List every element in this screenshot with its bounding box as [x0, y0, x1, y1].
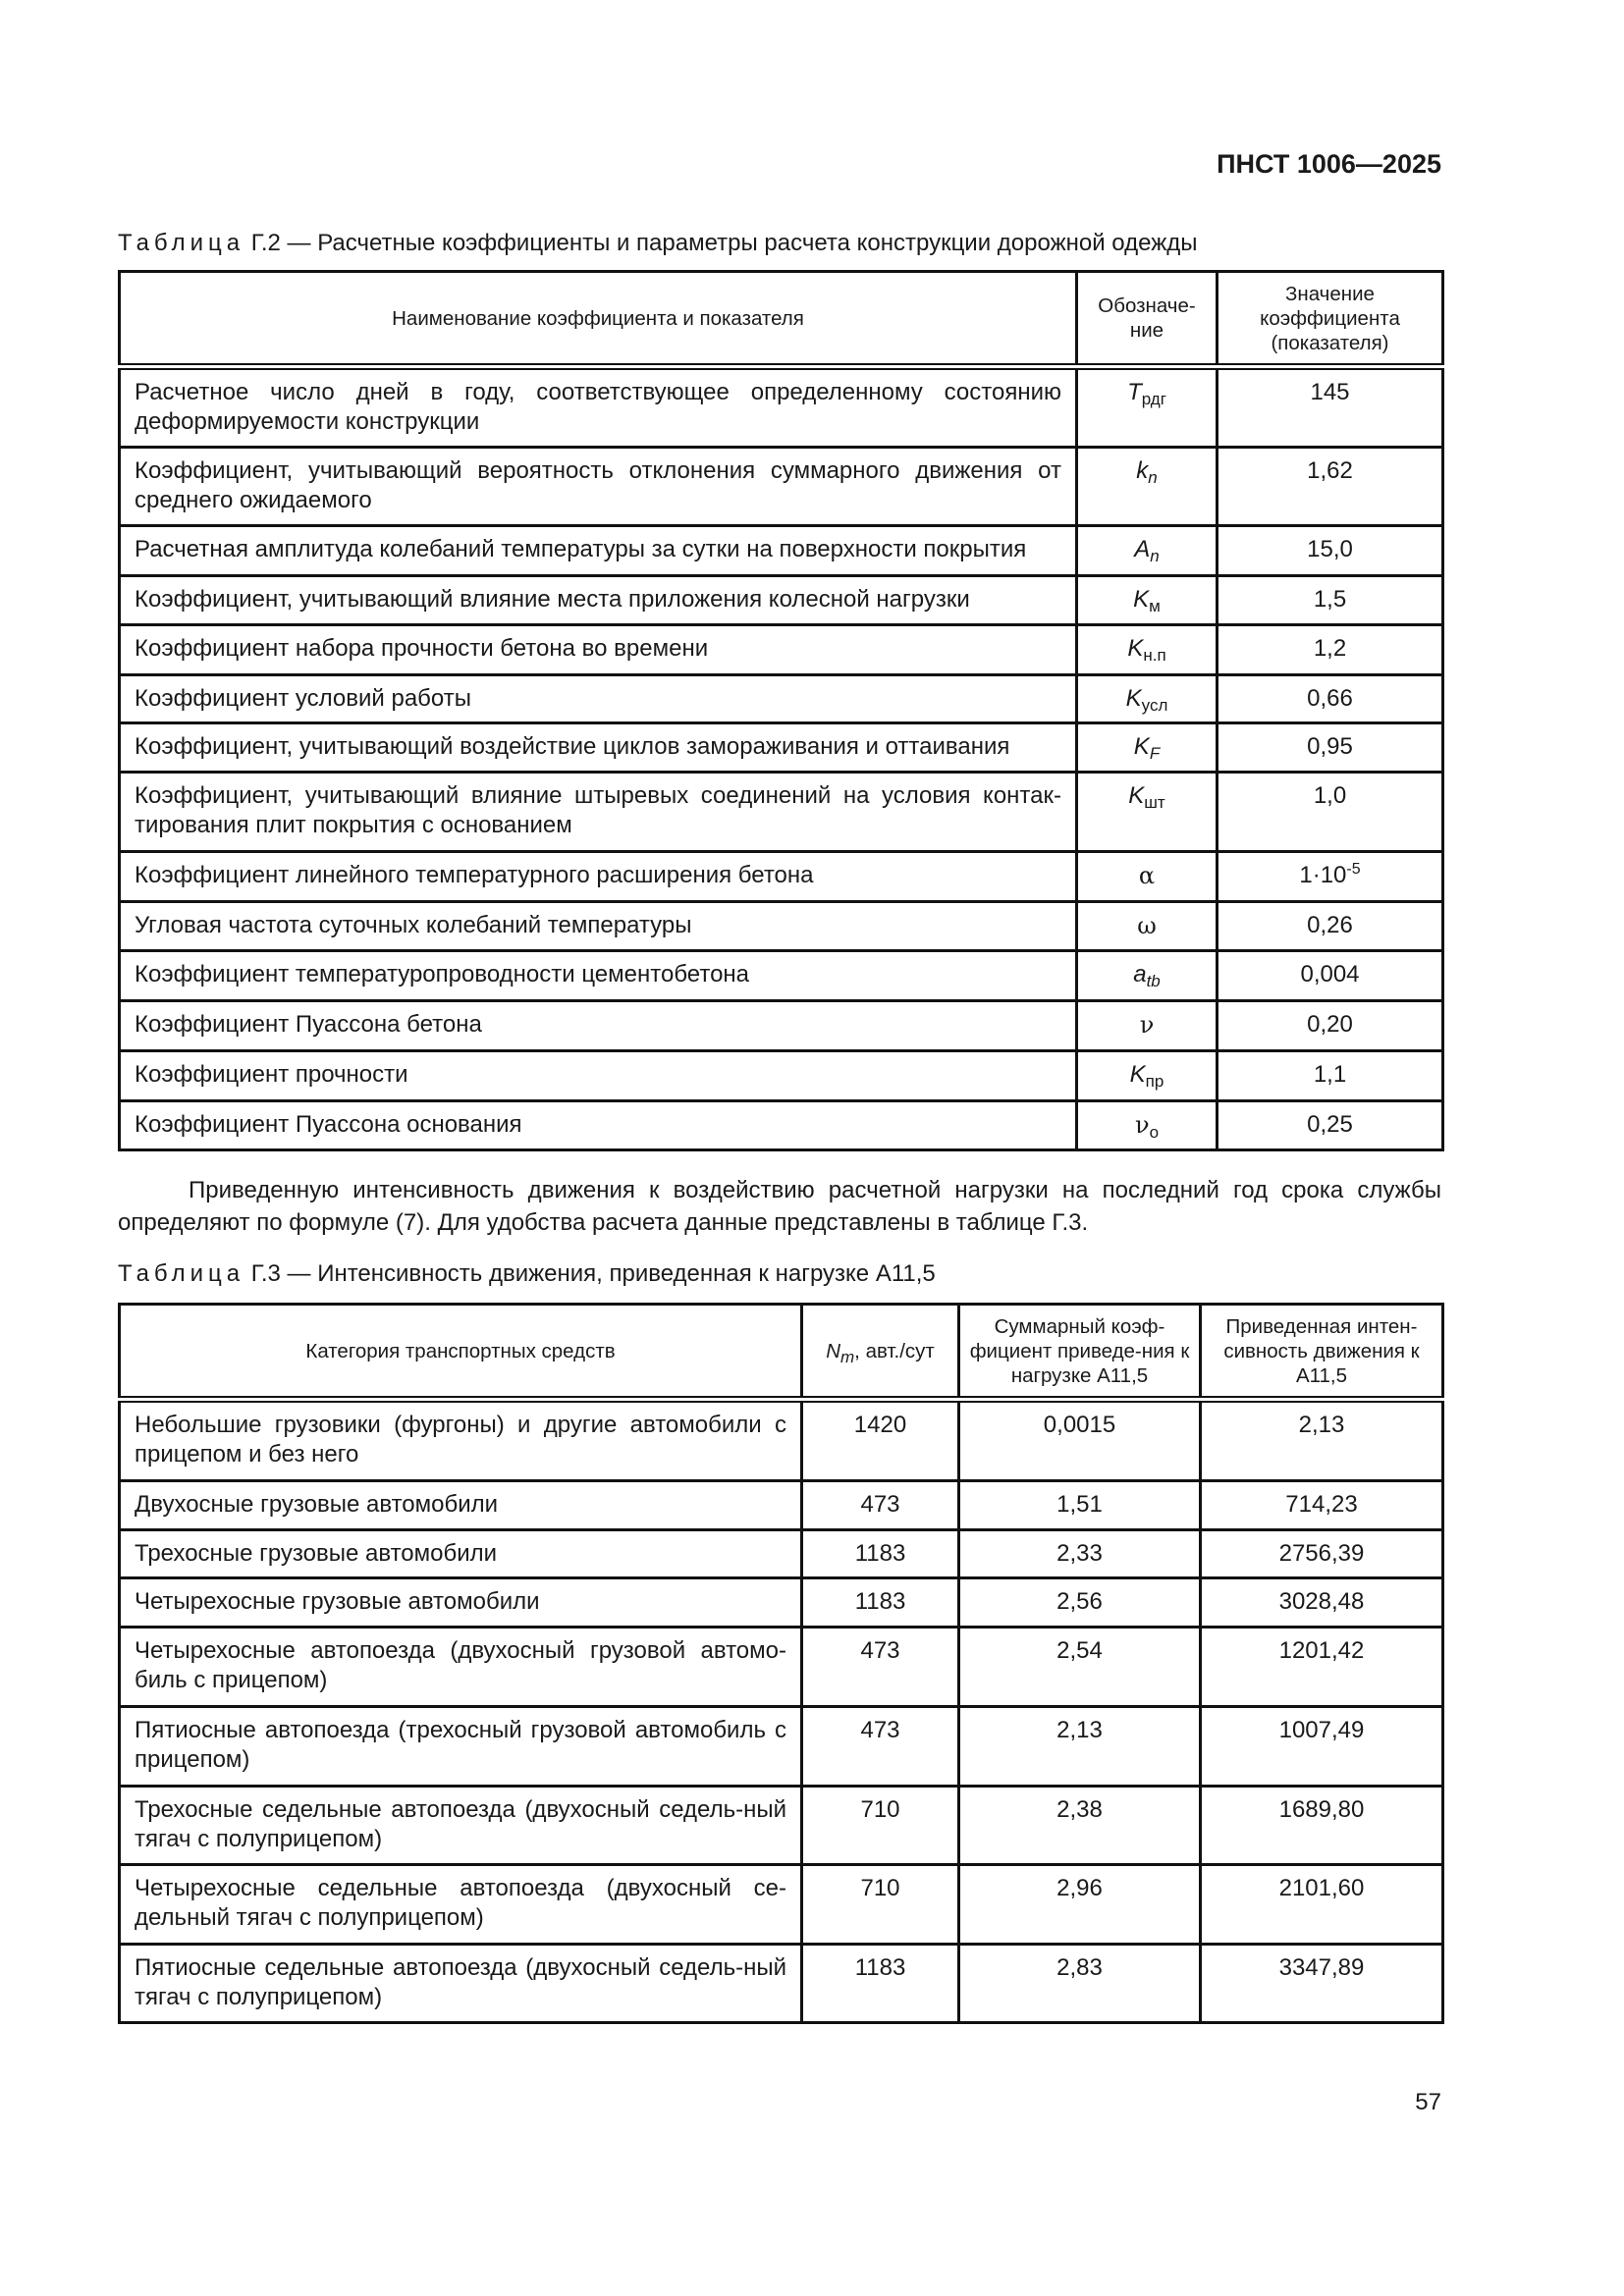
coefficient-symbol [1077, 1051, 1218, 1101]
reduction-coefficient: 2,54 [959, 1628, 1201, 1707]
reduced-intensity: 1007,49 [1201, 1707, 1443, 1787]
coefficient-value [1218, 773, 1443, 852]
coefficient-symbol [1077, 675, 1218, 723]
daily-count: 1183 [802, 1578, 959, 1628]
symbol-base: K [1133, 586, 1150, 613]
column-header-text: , авт./сут [854, 1339, 935, 1362]
coefficient-name: Коэффициент набора прочности бетона во времени [120, 625, 1077, 675]
coefficient-value [1218, 1101, 1443, 1150]
coefficient-value [1218, 723, 1443, 773]
table-row [120, 723, 1443, 773]
table-row [120, 852, 1443, 902]
reduction-coefficient: 2,33 [959, 1530, 1201, 1578]
coefficient-name: Коэффициент прочности [120, 1051, 1077, 1101]
symbol-subscript: о [1149, 1123, 1160, 1142]
coefficient-symbol [1077, 448, 1218, 526]
symbol-base: ν [1134, 1111, 1150, 1139]
coefficient-name: Расчетная амплитуда колебаний температуры за сутки на поверхности покрытия [120, 526, 1077, 576]
coefficient-value [1218, 576, 1443, 625]
table-row [120, 1578, 1443, 1628]
symbol-subscript: tb [1146, 972, 1161, 990]
symbol-subscript: n [1150, 547, 1160, 565]
daily-count: 1183 [802, 1945, 959, 2023]
coefficient-name: Коэффициент Пуассона основания [120, 1101, 1077, 1150]
table-g3-caption [118, 1260, 936, 1288]
symbol-base: T [1127, 379, 1142, 405]
caption-prefix: Таблица [118, 1260, 245, 1287]
symbol-base: a [1133, 961, 1147, 988]
value-text: 1,2 [1313, 635, 1347, 662]
value-text: 0,26 [1307, 912, 1353, 938]
coefficient-value [1218, 367, 1443, 448]
coefficient-name: Коэффициент, учитывающий влияние места приложения колесной нагрузки [120, 576, 1077, 625]
coefficient-symbol [1077, 951, 1218, 1001]
vehicle-category: Пятиосные автопоезда (трехосный грузовой автомобиль с прицепом) [120, 1707, 802, 1787]
symbol-base: K [1125, 685, 1142, 712]
coefficient-symbol [1077, 1101, 1218, 1150]
table-row [120, 625, 1443, 675]
document-id: ПНСТ 1006—2025 [1217, 149, 1441, 179]
coefficient-value [1218, 902, 1443, 951]
column-header [1201, 1305, 1443, 1400]
reduced-intensity: 3028,48 [1201, 1578, 1443, 1628]
value-text: 0,20 [1307, 1011, 1353, 1038]
table-row [120, 675, 1443, 723]
table-row [120, 448, 1443, 526]
reduction-coefficient: 2,56 [959, 1578, 1201, 1628]
value-text: 0,25 [1307, 1111, 1353, 1138]
column-header [959, 1305, 1201, 1400]
table-row [120, 576, 1443, 625]
coefficient-value [1218, 675, 1443, 723]
column-header [120, 1305, 802, 1400]
table-header-row [120, 1305, 1443, 1400]
caption-prefix: Таблица [118, 230, 245, 256]
symbol-base: K [1127, 635, 1144, 662]
reduced-intensity: 2756,39 [1201, 1530, 1443, 1578]
vehicle-category: Четырехосные грузовые автомобили [120, 1578, 802, 1628]
symbol-base: K [1128, 782, 1145, 809]
coefficient-value [1218, 1001, 1443, 1051]
coefficient-name: Расчетное число дней в году, соответствующее определенному состоянию деформируемости конструкции [120, 367, 1077, 448]
reduction-coefficient: 2,83 [959, 1945, 1201, 2023]
symbol-base: K [1133, 733, 1150, 760]
vehicle-category: Пятиосные седельные автопоезда (двухосный седель-ный тягач с полуприцепом) [120, 1945, 802, 2023]
reduction-coefficient: 0,0015 [959, 1400, 1201, 1481]
reduced-intensity: 3347,89 [1201, 1945, 1443, 2023]
reduced-intensity: 1689,80 [1201, 1787, 1443, 1865]
coefficient-symbol [1077, 1001, 1218, 1051]
daily-count: 1183 [802, 1530, 959, 1578]
table-row [120, 1051, 1443, 1101]
symbol-subscript: н.п [1143, 646, 1166, 665]
vehicle-category: Четырехосные автопоезда (двухосный грузовой автомо-биль с прицепом) [120, 1628, 802, 1707]
reduction-coefficient: 2,96 [959, 1865, 1201, 1945]
vehicle-category: Двухосные грузовые автомобили [120, 1481, 802, 1530]
table-row [120, 1530, 1443, 1578]
vehicle-category: Трехосные грузовые автомобили [120, 1530, 802, 1578]
value-text: 1,62 [1307, 457, 1353, 484]
reduction-coefficient: 1,51 [959, 1481, 1201, 1530]
table-row [120, 1628, 1443, 1707]
reduced-intensity: 2101,60 [1201, 1865, 1443, 1945]
coefficient-name: Коэффициент, учитывающий вероятность отклонения суммарного движения от среднего ожидаемого [120, 448, 1077, 526]
reduced-intensity: 1201,42 [1201, 1628, 1443, 1707]
symbol-subscript: n [1148, 468, 1158, 487]
value-exponent: -5 [1346, 861, 1361, 878]
daily-count: 1420 [802, 1400, 959, 1481]
value-text: 1,1 [1313, 1061, 1347, 1088]
vehicle-category: Четырехосные седельные автопоезда (двухосный се-дельный тягач с полуприцепом) [120, 1865, 802, 1945]
table-row [120, 1865, 1443, 1945]
coefficient-symbol [1077, 852, 1218, 902]
table-header-row [120, 272, 1443, 367]
value-text: 145 [1310, 379, 1350, 405]
reduction-coefficient: 2,13 [959, 1707, 1201, 1787]
coefficient-name: Коэффициент, учитывающий воздействие циклов замораживания и оттаивания [120, 723, 1077, 773]
coefficient-name: Коэффициент температуропроводности цементобетона [120, 951, 1077, 1001]
symbol-subscript: F [1149, 744, 1161, 763]
reduced-intensity: 714,23 [1201, 1481, 1443, 1530]
column-header-text: Приведенная интен-сивность движения к А11,5 [1223, 1314, 1420, 1387]
table-row [120, 1945, 1443, 2023]
symbol-base: K [1129, 1061, 1146, 1088]
table-g2-caption [118, 230, 1198, 257]
value-text: 1,5 [1313, 586, 1347, 613]
traffic-intensity-table [118, 1303, 1444, 2024]
coefficients-table [118, 270, 1444, 1151]
coefficient-symbol [1077, 625, 1218, 675]
column-header: Наименование коэффициента и показателя [120, 272, 1077, 367]
value-text: 1·10 [1299, 862, 1347, 888]
table-row [120, 1400, 1443, 1481]
page-number: 57 [1415, 2089, 1441, 2115]
table-row [120, 902, 1443, 951]
daily-count: 710 [802, 1787, 959, 1865]
daily-count: 473 [802, 1707, 959, 1787]
vehicle-category: Небольшие грузовики (фургоны) и другие автомобили с прицепом и без него [120, 1400, 802, 1481]
table-row [120, 526, 1443, 576]
symbol-subscript: пр [1145, 1072, 1164, 1091]
table-row [120, 1001, 1443, 1051]
coefficient-value [1218, 526, 1443, 576]
column-header: Значение коэффициента (показателя) [1218, 272, 1443, 367]
coefficient-value [1218, 448, 1443, 526]
coefficient-symbol [1077, 526, 1218, 576]
coefficient-value [1218, 852, 1443, 902]
daily-count: 473 [802, 1481, 959, 1530]
table-row [120, 1787, 1443, 1865]
symbol-base: ω [1137, 912, 1157, 939]
symbol-subscript: усл [1141, 696, 1168, 715]
symbol-subscript: м [1149, 597, 1161, 615]
column-header-text: Суммарный коэф-фициент приведе-ния к нагрузке А11,5 [969, 1314, 1190, 1387]
caption-text: Г.3 — Интенсивность движения, приведенная к нагрузке А11,5 [250, 1260, 936, 1287]
symbol-base: ν [1139, 1011, 1155, 1039]
table-row [120, 1101, 1443, 1150]
coefficient-symbol [1077, 773, 1218, 852]
symbol-base: k [1136, 457, 1149, 484]
coefficient-symbol [1077, 723, 1218, 773]
coefficient-value [1218, 951, 1443, 1001]
symbol-subscript: рдг [1141, 390, 1166, 408]
table-row [120, 367, 1443, 448]
daily-count: 710 [802, 1865, 959, 1945]
daily-count: 473 [802, 1628, 959, 1707]
column-header [802, 1305, 959, 1400]
coefficient-symbol [1077, 902, 1218, 951]
coefficient-name: Коэффициент Пуассона бетона [120, 1001, 1077, 1051]
coefficient-name: Коэффициент линейного температурного расширения бетона [120, 852, 1077, 902]
value-text: 0,95 [1307, 733, 1353, 760]
coefficient-name: Коэффициент, учитывающий влияние штыревых соединений на условия контак-тирования плит покрытия с основанием [120, 773, 1077, 852]
table-row [120, 951, 1443, 1001]
body-paragraph: Приведенную интенсивность движения к воздействию расчетной нагрузки на последний год срока службы определяют по формуле (7). Для удобства расчета данные представлены в таблице Г.3. [118, 1177, 1441, 1236]
column-header-text: Категория транспортных средств [305, 1339, 616, 1362]
value-text: 0,004 [1300, 961, 1360, 988]
reduction-coefficient: 2,38 [959, 1787, 1201, 1865]
coefficient-name: Коэффициент условий работы [120, 675, 1077, 723]
column-symbol: N [826, 1339, 840, 1362]
vehicle-category: Трехосные седельные автопоезда (двухосный седель-ный тягач с полуприцепом) [120, 1787, 802, 1865]
coefficient-symbol [1077, 367, 1218, 448]
symbol-base: α [1138, 862, 1156, 889]
value-text: 1,0 [1313, 782, 1347, 809]
coefficient-value [1218, 1051, 1443, 1101]
table-row [120, 1481, 1443, 1530]
table-row [120, 1707, 1443, 1787]
symbol-subscript: шт [1144, 793, 1165, 812]
coefficient-name: Угловая частота суточных колебаний температуры [120, 902, 1077, 951]
coefficient-value [1218, 625, 1443, 675]
coefficient-symbol [1077, 576, 1218, 625]
symbol-base: A [1134, 536, 1151, 562]
caption-text: Г.2 — Расчетные коэффициенты и параметры расчета конструкции дорожной одежды [250, 230, 1198, 256]
table-row [120, 773, 1443, 852]
column-header: Обозначе-ние [1077, 272, 1218, 367]
column-symbol-subscript: m [840, 1347, 855, 1366]
value-text: 0,66 [1307, 685, 1353, 712]
reduced-intensity: 2,13 [1201, 1400, 1443, 1481]
value-text: 15,0 [1307, 536, 1353, 562]
